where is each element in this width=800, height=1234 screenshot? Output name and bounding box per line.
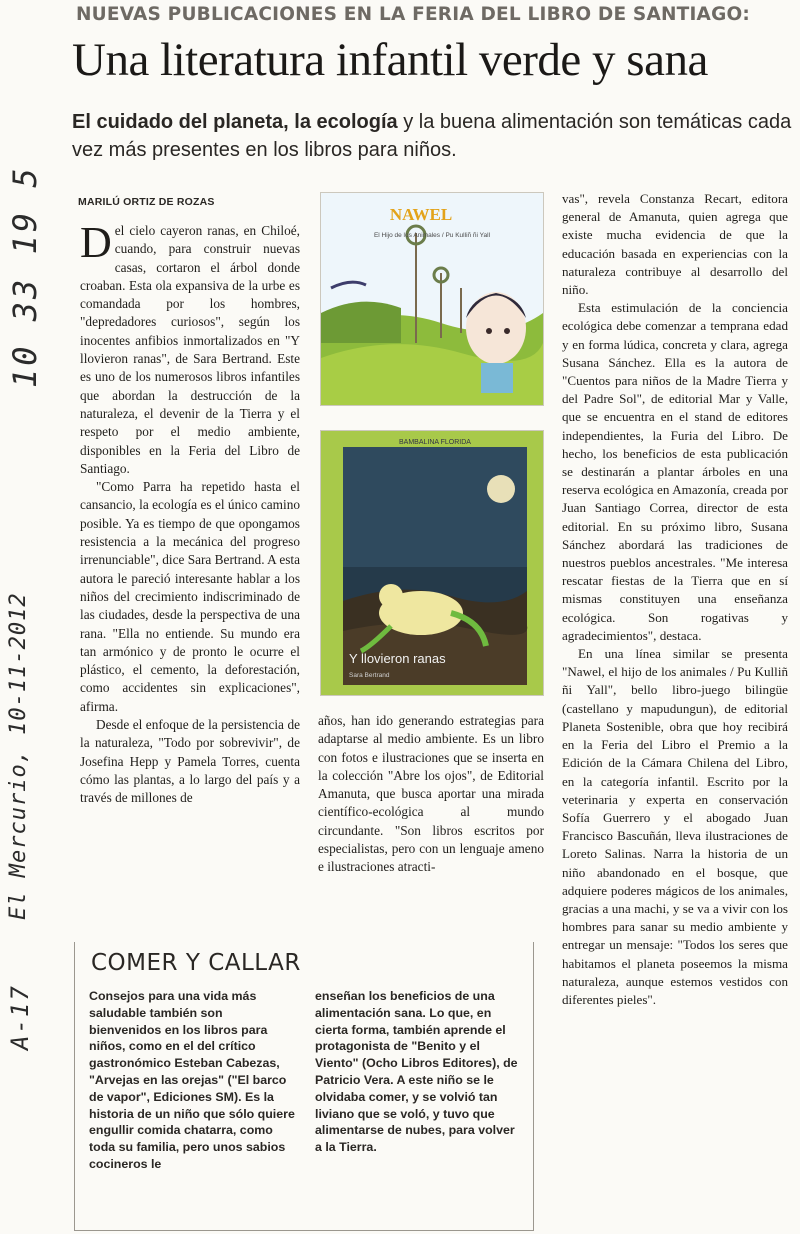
ranas-author-text: Sara Bertrand	[349, 672, 390, 679]
article-column-1	[80, 218, 300, 808]
deck-rest: y la buena alimentación son temáticas cada vez más presentes en los libros para niños.	[72, 111, 792, 161]
deck-bold: El cuidado del planeta, la ecología	[72, 111, 398, 133]
article-paragraph: Del cielo cayeron ranas, en Chiloé, cuando, para construir nuevas casas, cortaron el árbol donde croaban. Esta ola expansiva de la urbe es comandada por los hombres, "depredadores curiosos", según los inocentes anfibios inmortalizados en "Y llovieron ranas", de Sara Bertrand. Este es uno de los numerosos libros infantiles que abordan la destrucción de la naturaleza, el devenir de la Tierra y el respeto por el medio ambiente, disponibles en la Feria del Libro de Santiago.	[80, 218, 300, 476]
article-column-3	[562, 190, 788, 1009]
handwritten-page: A-17	[6, 984, 34, 1050]
article-paragraph: años, han ido generando estrategias para adaptarse al medio ambiente. Es un libro con fotos e ilustraciones que se inserta en la colección "Abre los ojos", de Editorial Amanuta, que busca aportar una mirada científico-ecológica al mundo circundante. "Son libros escritos por especialistas, pero con un lenguaje ameno e ilustraciones atracti-	[318, 713, 544, 875]
book-cover-nawel	[320, 192, 544, 406]
deck	[72, 108, 792, 164]
drop-cap: D	[80, 218, 112, 267]
sidebar-column-left: Consejos para una vida más saludable también son bienvenidos en los libros para niños, como en el del crítico gastronómico Esteban Cabezas, "Arvejas en las orejas" ("El barco de vapor", Ediciones SM). Es la historia de un niño que sólo quiere engullir comida chatarra, como toda su familia, pero unos sabios cocineros le	[89, 989, 295, 1171]
article-paragraph: En una línea similar se presenta "Nawel, el hijo de los animales / Pu Kulliñ ñi Yall", bello libro-juego bilingüe (castellano y mapudungun), de editorial Planeta Sostenible, obra que hoy recibirá en la Feria del Libro el Premio a la Edición de la Cámara Chilena del Libro, en la categoría infantil. Escrito por la veterinaria y experta en conservación Sofía Guerrero y el abogado Juan Francisco Bascuñán, lleva ilustraciones de Loreto Salinas. Narra la historia de un niño abandonado en el bosque, que adquiere poderes mágicos de los animales, gracias a una machi, y se va a vivir con los hombres para sanar su medio ambiente y entregar un mensaje: "Todos los seres que habitamos el planeta poseemos la misma naturaleza, aunque estemos vestidos con diferentes pieles".	[562, 646, 788, 1007]
nawel-title-text: NAWEL	[389, 205, 453, 224]
ranas-title-text: Y llovieron ranas	[349, 651, 446, 666]
headline: Una literatura infantil verde y sana	[72, 34, 708, 86]
article-paragraph: "Como Parra ha repetido hasta el cansancio, la ecología es el único camino posible. Ya es tiempo de que opongamos resistencia a la mecánica del progreso irrenunciable", dice Sara Bertrand. A esta autora le pareció interesante hablar a los niños del crecimiento indiscriminado de las ciudades, desde la perspectiva de una rana. "Ella no entiende. Su mundo era tan armónico y de pronto le ocurre el plástico, el cemento, la deforestación, como accidentes sin explicaciones", afirma.	[80, 479, 300, 714]
ranas-cover-illustration	[321, 431, 543, 695]
nawel-cover-illustration	[321, 193, 543, 405]
article-paragraph: vas", revela Constanza Recart, editora general de Amanuta, quien agrega que existe mucha evidencia de que la educación basada en experiencias con la naturaleza contribuye al desarrollo del niño.	[562, 191, 788, 298]
sidebar-title: COMER Y CALLAR	[91, 950, 301, 976]
byline: MARILÚ ORTIZ DE ROZAS	[78, 196, 215, 208]
article-column-2	[318, 712, 544, 877]
kicker: NUEVAS PUBLICACIONES EN LA FERIA DEL LIBRO DE SANTIAGO:	[76, 4, 750, 25]
sidebar-box	[74, 942, 534, 1231]
handwritten-archive-number: 10 33 19 5	[6, 165, 44, 388]
book-cover-ranas	[320, 430, 544, 696]
article-paragraph: Desde el enfoque de la persistencia de la naturaleza, "Todo por sobrevivir", de Josefina Hepp y Pamela Torres, cuenta cómo las plantas, a lo largo del país y a través de millones de	[80, 717, 300, 806]
handwritten-source-date: El Mercurio, 10-11-2012	[6, 592, 31, 920]
ranas-series-text: BAMBALINA FLORIDA	[399, 439, 471, 446]
sidebar-column-right: enseñan los beneficios de una alimentación sana. Lo que, en cierta forma, también aprende el protagonista de "Benito y el Viento" (Ocho Libros Editores), de Patricio Vera. A este niño se le olvidaba comer, y se volvió tan liviano que se voló, y tuvo que alimentarse de nubes, para volver a la Tierra.	[315, 989, 518, 1155]
article-paragraph: Esta estimulación de la conciencia ecológica debe comenzar a temprana edad y en forma lúdica, concreta y clara, agrega Susana Sánchez. Ella es la autora de "Cuentos para niños de la Madre Tierra y del Padre Sol", de editorial Mar y Valle, que se encuentra en el stand de editores independientes, la Furia del Libro. De hecho, los beneficios de esta publicación se destinarán a plantar árboles en una reserva ecológica en Amazonía, creada por Juan Santiago Correa, director de esta editorial. En su próximo libro, Susana Sánchez abordará las tradiciones de nuestros pueblos ancestrales. "Me interesa rescatar fiestas de la Tierra que en sí mismas constituyen una enseñanza ecológica. Son rogativas y agradecimientos", destaca.	[562, 300, 788, 643]
nawel-subtitle-text: El Hijo de los Animales / Pu Kulliñ ñi Yall	[373, 232, 491, 239]
